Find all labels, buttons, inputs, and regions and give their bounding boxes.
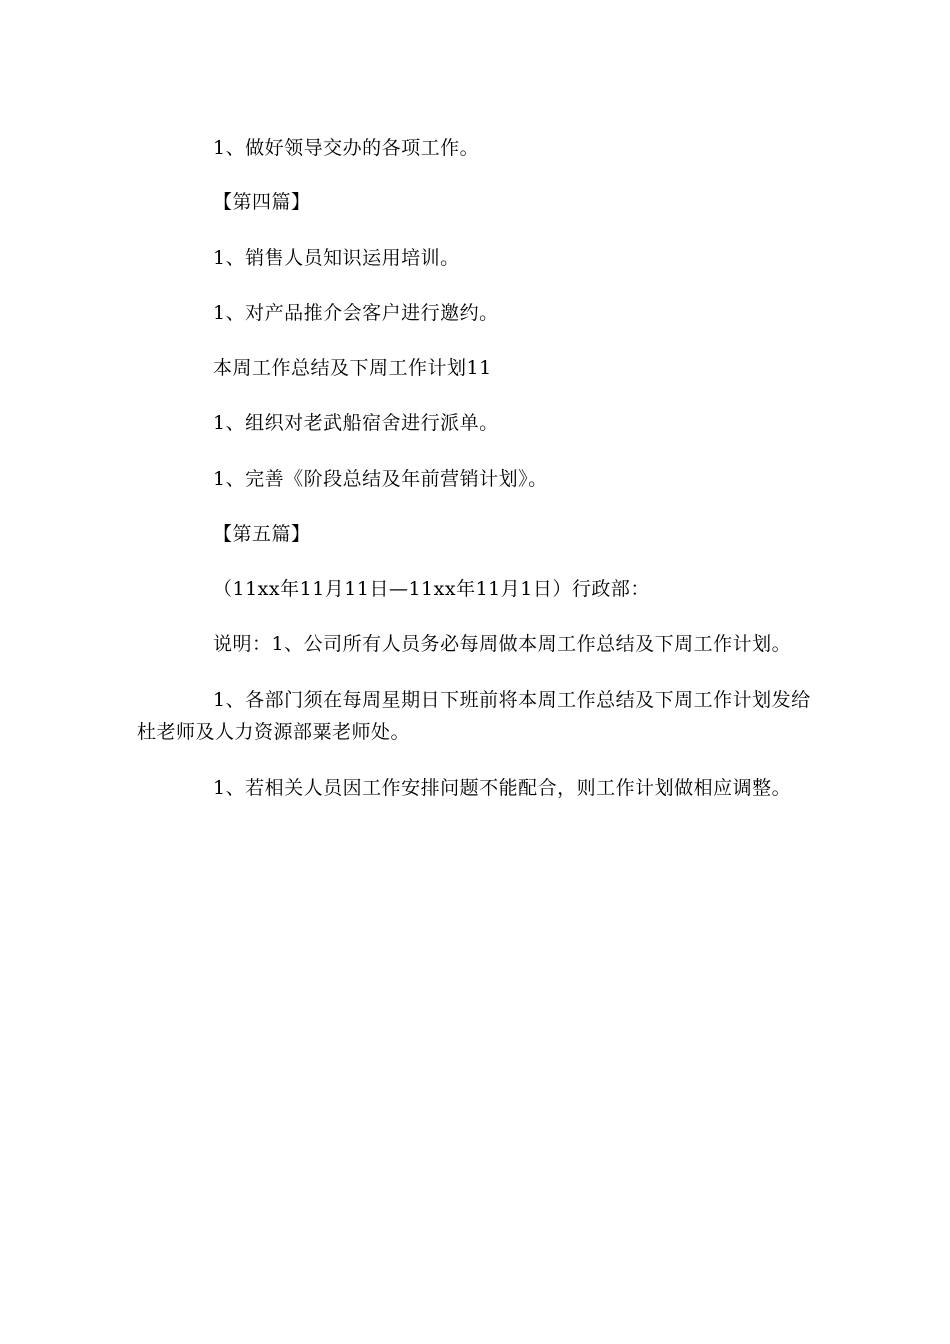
paragraph-last: 1、若相关人员因工作安排问题不能配合，则工作计划做相应调整。	[213, 777, 792, 799]
paragraph-3: 1、对产品推介会客户进行邀约。	[213, 302, 499, 324]
paragraph-6: 1、完善《阶段总结及年前营销计划》。	[213, 468, 548, 490]
date-range-line: （11xx年11月11日—11xx年11月1日）行政部：	[213, 578, 650, 600]
note-line: 说明：1、公司所有人员务必每周做本周工作总结及下周工作计划。	[213, 633, 792, 655]
paragraph-2: 1、销售人员知识运用培训。	[213, 247, 460, 269]
section-heading-5: 【第五篇】	[213, 523, 311, 545]
paragraph-4: 本周工作总结及下周工作计划11	[213, 357, 492, 379]
paragraph-wrapped-line-1: 1、各部门须在每周星期日下班前将本周工作总结及下周工作计划发给	[213, 689, 811, 711]
paragraph-5: 1、组织对老武船宿舍进行派单。	[213, 412, 499, 434]
section-heading-4: 【第四篇】	[213, 191, 311, 213]
paragraph-1: 1、做好领导交办的各项工作。	[213, 137, 480, 159]
paragraph-wrapped-line-2: 杜老师及人力资源部粟老师处。	[137, 721, 411, 743]
